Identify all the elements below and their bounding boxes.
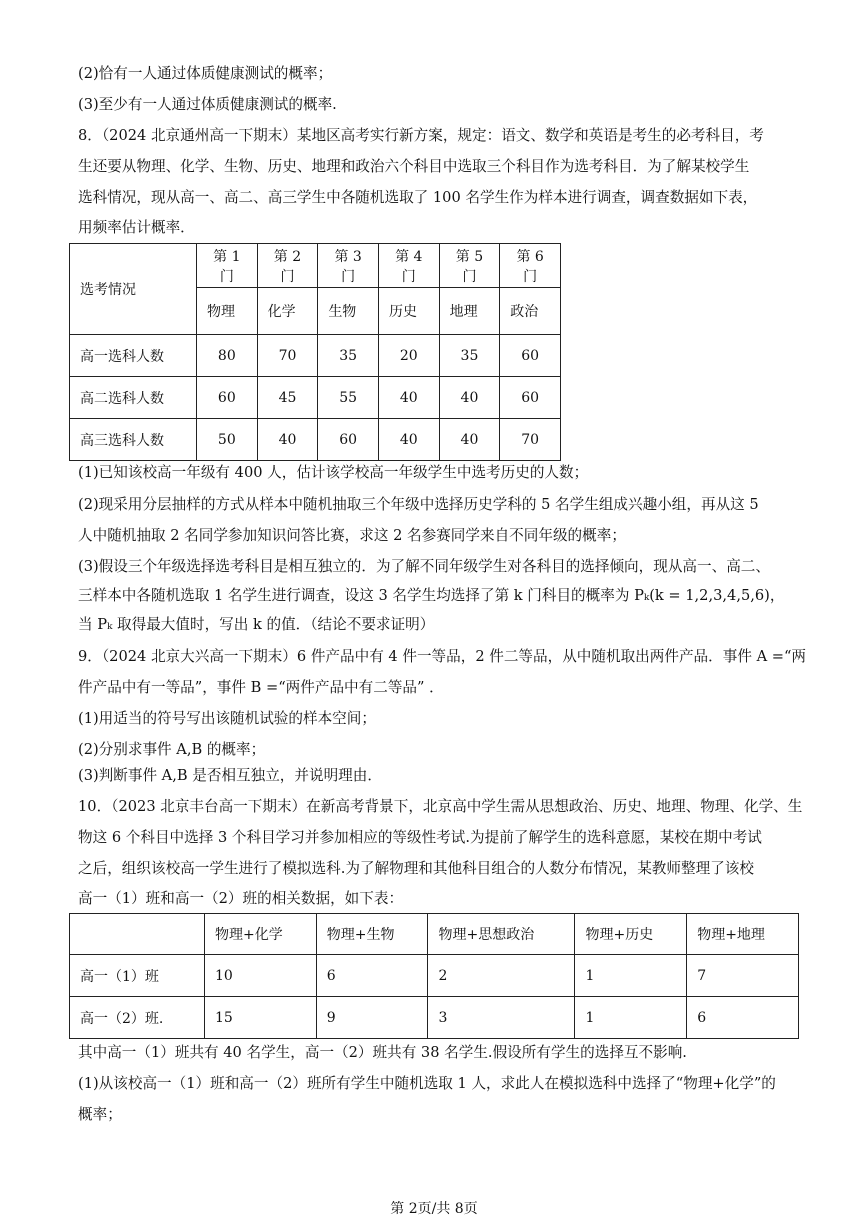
table-cell: 2	[428, 955, 575, 997]
table-cell: 1	[575, 997, 687, 1039]
table-row	[70, 377, 561, 419]
table-cell: 60	[197, 377, 258, 419]
table-cell: 70	[500, 419, 561, 461]
q9-line: (3)判断事件 A,B 是否相互独立，并说明理由．	[78, 767, 382, 784]
table-row	[70, 335, 561, 377]
table-subject: 物理	[197, 288, 258, 335]
q9-line: (2)分别求事件 A,B 的概率；	[78, 741, 266, 758]
q8-table	[69, 243, 561, 461]
table-cell: 55	[318, 377, 379, 419]
table-cell: 6	[687, 997, 799, 1039]
text-line: (3)至少有一人通过体质健康测试的概率.	[78, 96, 337, 113]
row-label: 高二选科人数	[70, 377, 197, 419]
q9-line: 9．（2024 北京大兴高一下期末）6 件产品中有 4 件一等品，2 件二等品，从中随机取出两件产品．事件 A =“两	[78, 648, 807, 665]
q9-line: (1)用适当的符号写出该随机试验的样本空间；	[78, 710, 376, 727]
page-footer: 第 2页/共 8页	[390, 1201, 478, 1217]
table-subject: 化学	[257, 288, 318, 335]
row-label: 高一（2）班.	[70, 997, 205, 1039]
table-cell: 70	[257, 335, 318, 377]
q9-line: 件产品中有一等品”，事件 B =“两件产品中有二等品” ．	[78, 679, 444, 696]
table-cell: 50	[197, 419, 258, 461]
table-corner: 选考情况	[70, 244, 197, 335]
table-header: 第 2 门	[257, 244, 318, 288]
table-subject: 历史	[378, 288, 439, 335]
table-cell: 40	[257, 419, 318, 461]
table-cell: 60	[500, 335, 561, 377]
row-label: 高三选科人数	[70, 419, 197, 461]
table-row	[70, 997, 799, 1039]
q10-line: 物这 6 个科目中选择 3 个科目学习并参加相应的等级性考试.为提前了解学生的选科意愿，某校在期中考试	[78, 829, 762, 846]
q10-line: 10．（2023 北京丰台高一下期末）在新高考背景下，北京高中学生需从思想政治、历史、地理、物理、化学、生	[78, 798, 803, 815]
q8-part: 人中随机抽取 2 名同学参加知识问答比赛，求这 2 名参赛同学来自不同年级的概率；	[78, 527, 626, 544]
table-subject: 政治	[500, 288, 561, 335]
q10-table	[69, 913, 799, 1039]
table-header: 物理+历史	[575, 914, 687, 955]
table-header: 物理+地理	[687, 914, 799, 955]
q10-line: 高一（1）班和高一（2）班的相关数据，如下表：	[78, 890, 404, 907]
row-label: 高一（1）班	[70, 955, 205, 997]
table-header: 物理+思想政治	[428, 914, 575, 955]
text-line: (2)恰有一人通过体质健康测试的概率；	[78, 65, 333, 82]
table-cell: 35	[439, 335, 500, 377]
table-subject: 生物	[318, 288, 379, 335]
table-cell: 20	[378, 335, 439, 377]
table-corner	[70, 914, 205, 955]
table-cell: 60	[318, 419, 379, 461]
table-cell: 60	[500, 377, 561, 419]
table-cell: 1	[575, 955, 687, 997]
q8-part: (2)现采用分层抽样的方式从样本中随机抽取三个年级中选择历史学科的 5 名学生组成兴趣小组，再从这 5	[78, 496, 759, 513]
table-cell: 40	[439, 377, 500, 419]
q10-after: (1)从该校高一（1）班和高一（2）班所有学生中随机选取 1 人，求此人在模拟选科中选择了“物理+化学”的	[78, 1075, 776, 1092]
q10-after: 概率；	[78, 1106, 122, 1123]
q8-part: 当 Pₖ 取得最大值时，写出 k 的值．（结论不要求证明）	[78, 616, 435, 633]
q8-line: 生还要从物理、化学、生物、历史、地理和政治六个科目中选取三个科目作为选考科目．为了解某校学生	[78, 158, 750, 175]
q8-line: 用频率估计概率．	[78, 219, 195, 236]
table-header: 第 1 门	[197, 244, 258, 288]
table-cell: 6	[316, 955, 428, 997]
table-subject: 地理	[439, 288, 500, 335]
table-cell: 10	[205, 955, 317, 997]
table-row	[70, 955, 799, 997]
q8-part: 三样本中各随机选取 1 名学生进行调查，设这 3 名学生均选择了第 k 门科目的概率为 Pₖ(k = 1,2,3,4,5,6)，	[78, 587, 785, 604]
q10-after: 其中高一（1）班共有 40 名学生，高一（2）班共有 38 名学生.假设所有学生的选择互不影响.	[78, 1044, 687, 1061]
row-label: 高一选科人数	[70, 335, 197, 377]
table-cell: 35	[318, 335, 379, 377]
table-header: 第 4 门	[378, 244, 439, 288]
table-header: 物理+化学	[205, 914, 317, 955]
table-header: 第 5 门	[439, 244, 500, 288]
q8-part: (3)假设三个年级选择选考科目是相互独立的．为了解不同年级学生对各科目的选择倾向，现从高一、高二、	[78, 558, 770, 575]
table-cell: 40	[378, 377, 439, 419]
table-row	[70, 419, 561, 461]
table-header: 第 6 门	[500, 244, 561, 288]
q8-line: 选科情况，现从高一、高二、高三学生中各随机选取了 100 名学生作为样本进行调查，调查数据如下表，	[78, 189, 758, 206]
table-cell: 40	[378, 419, 439, 461]
table-cell: 3	[428, 997, 575, 1039]
q10-line: 之后，组织该校高一学生进行了模拟选科.为了解物理和其他科目组合的人数分布情况，某教师整理了该校	[78, 860, 754, 877]
table-header: 物理+生物	[316, 914, 428, 955]
table-cell: 45	[257, 377, 318, 419]
table-header: 第 3 门	[318, 244, 379, 288]
q8-line: 8．（2024 北京通州高一下期末）某地区高考实行新方案，规定：语文、数学和英语是考生的必考科目，考	[78, 127, 764, 144]
table-cell: 9	[316, 997, 428, 1039]
table-cell: 15	[205, 997, 317, 1039]
table-cell: 7	[687, 955, 799, 997]
table-cell: 40	[439, 419, 500, 461]
table-cell: 80	[197, 335, 258, 377]
q8-part: (1)已知该校高一年级有 400 人，估计该学校高一年级学生中选考历史的人数；	[78, 464, 589, 481]
